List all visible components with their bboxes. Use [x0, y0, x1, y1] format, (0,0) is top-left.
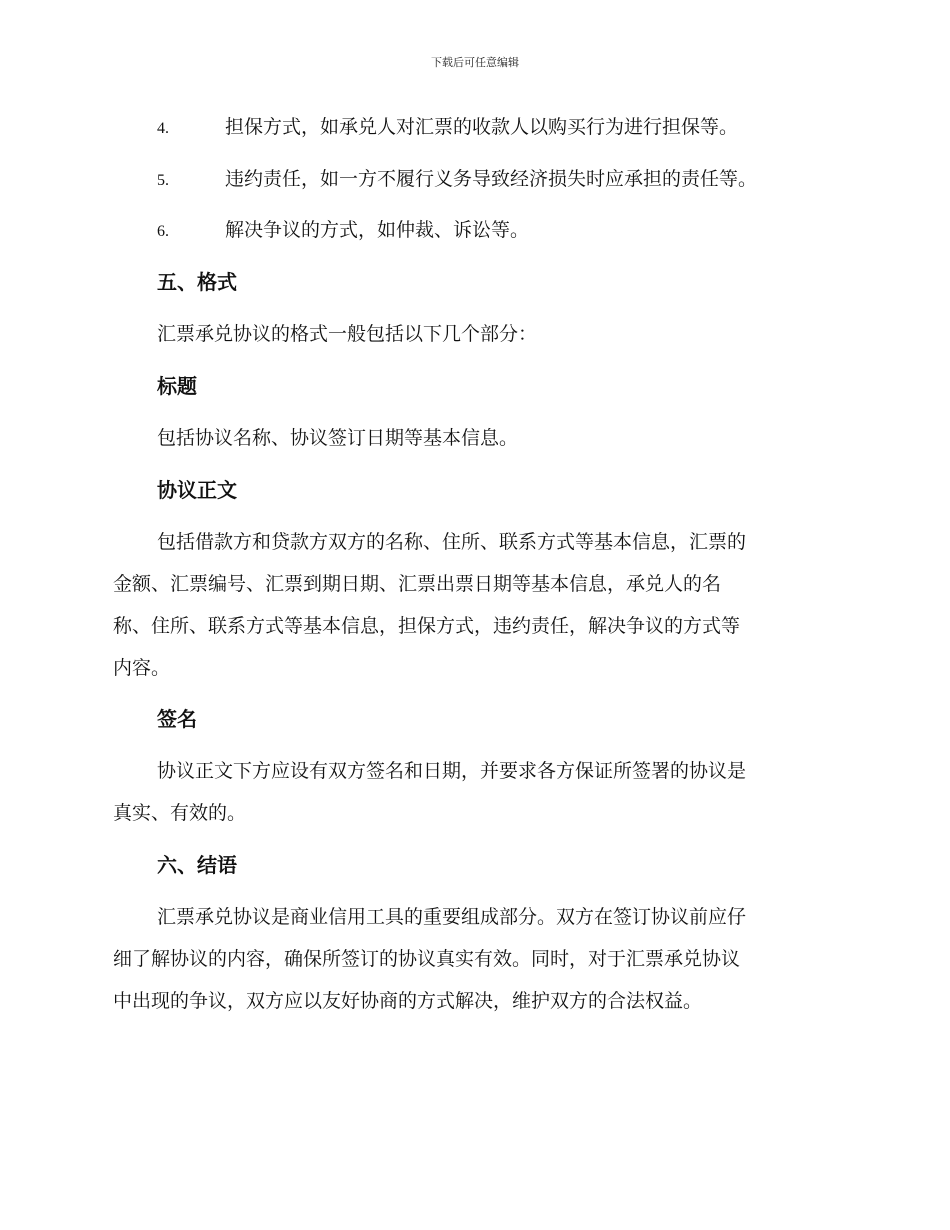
body-line: 金额、汇票编号、汇票到期日期、汇票出票日期等基本信息，承兑人的名 — [113, 573, 722, 595]
list-number: 4. — [157, 120, 169, 137]
format-intro: 汇票承兑协议的格式一般包括以下几个部分： — [157, 323, 538, 345]
list-text: 解决争议的方式，如仲裁、诉讼等。 — [225, 219, 530, 241]
body-paragraph — [113, 529, 746, 697]
subheading-title: 标题 — [157, 374, 197, 398]
list-item-6 — [157, 217, 529, 243]
title-description: 包括协议名称、协议签订日期等基本信息。 — [157, 427, 519, 449]
conclusion-line: 中出现的争议，双方应以友好协商的方式解决，维护双方的合法权益。 — [113, 990, 703, 1012]
body-line: 内容。 — [113, 657, 171, 679]
subheading-signature: 签名 — [157, 707, 197, 731]
list-text: 违约责任，如一方不履行义务导致经济损失时应承担的责任等。 — [225, 168, 758, 190]
body-line: 包括借款方和贷款方双方的名称、住所、联系方式等基本信息，汇票的 — [157, 531, 747, 553]
list-item-5 — [157, 166, 757, 192]
list-text: 担保方式，如承兑人对汇票的收款人以购买行为进行担保等。 — [225, 116, 739, 138]
conclusion-paragraph — [113, 904, 746, 1030]
signature-line: 协议正文下方应设有双方签名和日期，并要求各方保证所签署的协议是 — [157, 760, 747, 782]
list-number: 6. — [157, 223, 169, 240]
list-item-4 — [157, 114, 738, 140]
body-line: 称、住所、联系方式等基本信息，担保方式，违约责任，解决争议的方式等 — [113, 615, 741, 637]
section-heading-conclusion: 六、结语 — [157, 853, 237, 877]
signature-line: 真实、有效的。 — [113, 802, 247, 824]
list-number: 5. — [157, 172, 169, 189]
conclusion-line: 细了解协议的内容，确保所签订的协议真实有效。同时，对于汇票承兑协议 — [113, 948, 741, 970]
signature-paragraph — [113, 758, 746, 842]
conclusion-line: 汇票承兑协议是商业信用工具的重要组成部分。双方在签订协议前应仔 — [157, 906, 747, 928]
page-header: 下载后可任意编辑 — [431, 56, 519, 69]
subheading-body: 协议正文 — [157, 478, 237, 502]
section-heading-format: 五、格式 — [157, 270, 237, 294]
